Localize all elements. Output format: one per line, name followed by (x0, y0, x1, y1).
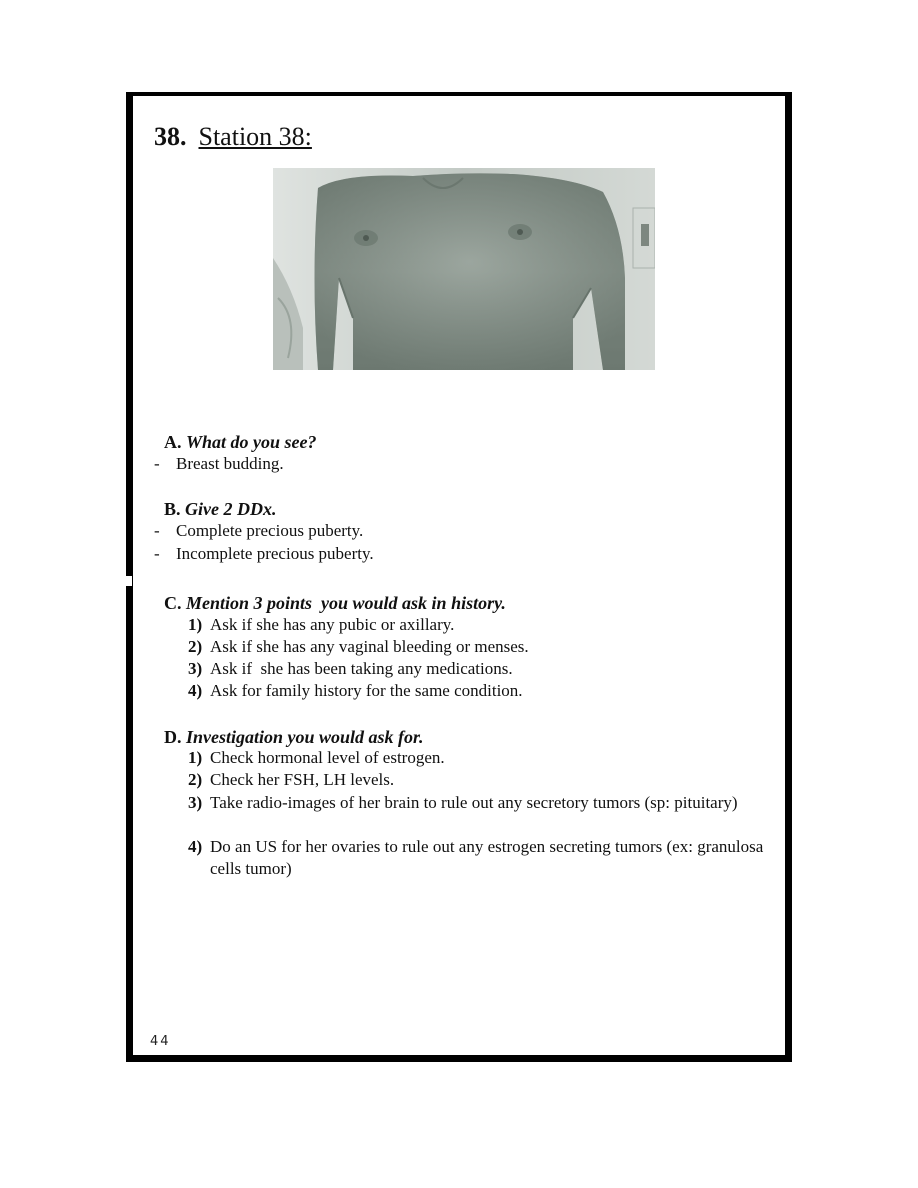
answer-c-4 (188, 680, 523, 702)
answer-d-2-text: Check her FSH, LH levels. (210, 770, 395, 789)
question-a-text: What do you see? (186, 432, 317, 452)
answer-a-1-text: Breast budding. (176, 454, 284, 473)
bullet-dash: - (154, 544, 160, 563)
page-number: 44 (150, 1034, 171, 1049)
answer-d-3-text: Take radio-images of her brain to rule out any secretory tumors (sp: pituitary) (210, 793, 738, 812)
answer-c-3-text: Ask if she has been taking any medications. (210, 659, 513, 678)
question-b (164, 498, 277, 520)
answer-d-1 (188, 747, 445, 769)
question-b-text: Give 2 DDx. (185, 499, 277, 519)
answer-c-1-text: Ask if she has any pubic or axillary. (210, 615, 455, 634)
question-c (164, 592, 506, 614)
answer-b-1 (154, 520, 364, 542)
frame-gap (126, 576, 132, 586)
question-c-letter: C. (164, 593, 182, 613)
answer-c-2-number: 2) (188, 637, 203, 656)
question-d-text: Investigation you would ask for. (186, 727, 424, 747)
answer-a-1 (154, 453, 284, 475)
station-title (154, 122, 312, 152)
answer-b-2 (154, 543, 374, 565)
answer-d-2-number: 2) (188, 770, 203, 789)
clinical-photo (273, 168, 655, 370)
answer-d-1-text: Check hormonal level of estrogen. (210, 748, 445, 767)
question-d (164, 726, 424, 748)
answer-c-4-text: Ask for family history for the same condition. (210, 681, 523, 700)
question-c-text: Mention 3 points you would ask in history. (186, 593, 506, 613)
station-name: Station 38: (198, 122, 312, 151)
station-number: 38. (154, 122, 187, 151)
answer-d-1-number: 1) (188, 748, 203, 767)
answer-b-2-text: Incomplete precious puberty. (176, 544, 374, 563)
answer-d-4 (188, 836, 770, 880)
answer-c-2-text: Ask if she has any vaginal bleeding or menses. (210, 637, 529, 656)
answer-b-1-text: Complete precious puberty. (176, 521, 364, 540)
answer-d-4-text: Do an US for her ovaries to rule out any estrogen secreting tumors (ex: granulosa cells tumor) (210, 837, 764, 878)
answer-d-3-number: 3) (188, 793, 203, 812)
answer-c-3-number: 3) (188, 659, 203, 678)
question-a-letter: A. (164, 432, 182, 452)
answer-d-2 (188, 769, 394, 791)
answer-c-2 (188, 636, 529, 658)
answer-c-3 (188, 658, 513, 680)
bullet-dash: - (154, 521, 160, 540)
answer-d-4-number: 4) (188, 837, 203, 856)
question-a (164, 431, 317, 453)
answer-c-1-number: 1) (188, 615, 203, 634)
question-d-letter: D. (164, 727, 182, 747)
answer-c-1 (188, 614, 454, 636)
question-b-letter: B. (164, 499, 181, 519)
bullet-dash: - (154, 454, 160, 473)
answer-d-3 (188, 792, 770, 814)
answer-c-4-number: 4) (188, 681, 203, 700)
